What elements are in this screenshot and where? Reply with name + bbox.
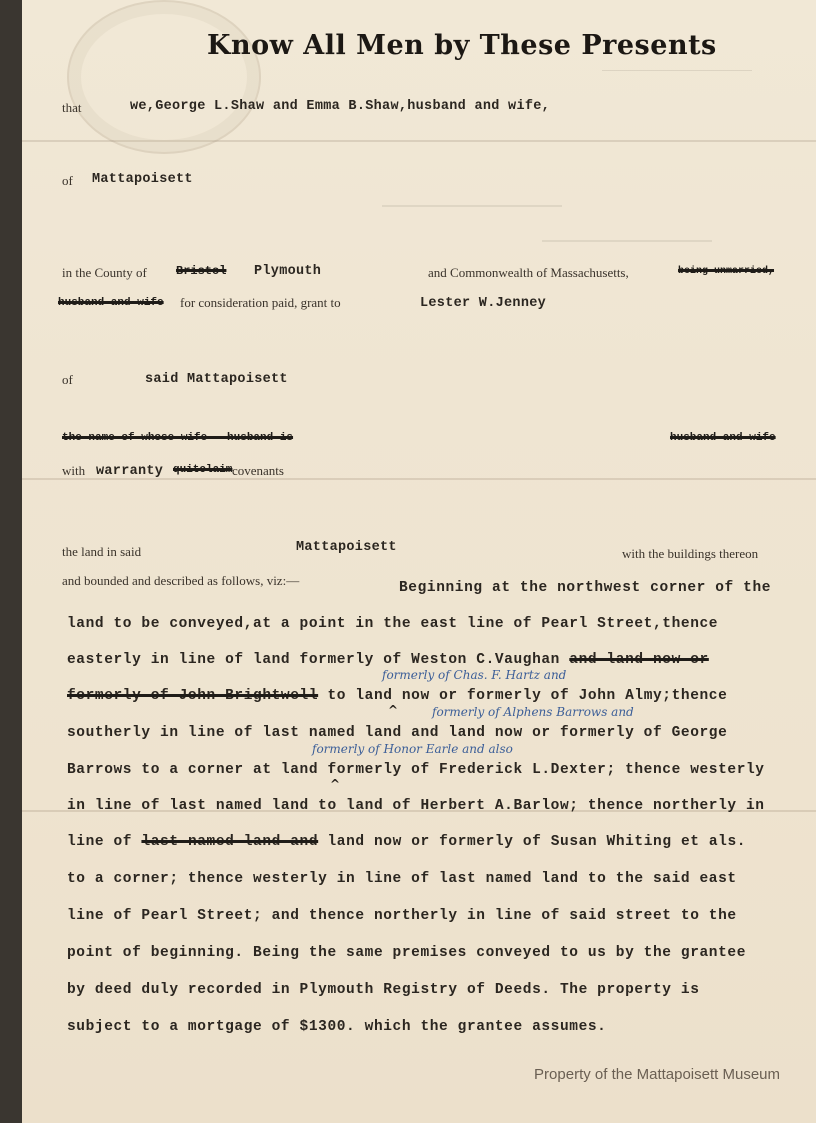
grantee-name: Lester W.Jenney bbox=[420, 296, 547, 311]
bounded-described: and bounded and described as follows, viz:— bbox=[62, 573, 300, 588]
grantee-town: said Mattapoisett bbox=[145, 372, 288, 387]
covenants-suffix: covenants bbox=[232, 463, 284, 478]
description-start: Beginning at the northwest corner of the bbox=[399, 580, 772, 596]
handwritten-insertion: formerly of Honor Earle and also bbox=[312, 742, 513, 756]
grantors-prefix: that bbox=[62, 100, 82, 115]
description-line: southerly in line of last named land and land now or formerly of George bbox=[67, 725, 728, 741]
commonwealth: and Commonwealth of Massachusetts, bbox=[428, 265, 629, 280]
covenants-warranty: warranty bbox=[96, 464, 164, 479]
description-line: line of Pearl Street; and thence northerly in line of said street to the bbox=[67, 908, 737, 924]
description-line: easterly in line of land formerly of Weston C.Vaughan and land now or bbox=[67, 652, 709, 668]
handwritten-insertion: formerly of Chas. F. Hartz and bbox=[382, 668, 567, 682]
bleed-through-mark bbox=[602, 70, 752, 131]
description-line: by deed duly recorded in Plymouth Registry of Deeds. The property is bbox=[67, 982, 700, 998]
struck-whose-wife-line: the name of whose wife - husband is bbox=[62, 432, 294, 444]
bleed-through-mark bbox=[542, 240, 712, 242]
insertion-caret-icon: ^ bbox=[330, 777, 341, 791]
description-line: land to be conveyed,at a point in the east line of Pearl Street,thence bbox=[67, 616, 719, 632]
document-heading: Know All Men by These Presents bbox=[207, 30, 717, 61]
land-town: Mattapoisett bbox=[296, 540, 397, 555]
description-line: formerly of John Brightwell to land now or formerly of John Almy;thence bbox=[67, 688, 728, 704]
struck-county: Bristol bbox=[176, 264, 227, 278]
description-line: line of last named land and land now or formerly of Susan Whiting et als. bbox=[67, 834, 747, 850]
grantors-names: we,George L.Shaw and Emma B.Shaw,husband and wife, bbox=[130, 99, 551, 114]
museum-watermark: Property of the Mattapoisett Museum bbox=[534, 1066, 780, 1083]
grantor-town: Mattapoisett bbox=[92, 172, 193, 187]
struck-husband-wife: husband and wife bbox=[58, 297, 164, 309]
bleed-through-mark bbox=[382, 205, 562, 207]
description-line: point of beginning. Being the same premises conveyed to us by the grantee bbox=[67, 945, 747, 961]
county-name: Plymouth bbox=[254, 264, 322, 279]
description-line: Barrows to a corner at land formerly of Frederick L.Dexter; thence westerly bbox=[67, 762, 765, 778]
land-suffix: with the buildings thereon bbox=[622, 546, 759, 561]
struck-husband-and-wife: husband and wife bbox=[670, 432, 776, 444]
consideration-text: for consideration paid, grant to bbox=[180, 295, 341, 310]
land-prefix: the land in said bbox=[62, 544, 142, 559]
struck-quitclaim: quitclaim bbox=[173, 464, 233, 476]
embossed-seal-icon bbox=[67, 0, 261, 154]
deed-document bbox=[22, 0, 816, 1123]
description-line: to a corner; thence westerly in line of last named land to the said east bbox=[67, 871, 737, 887]
struck-unmarried: being unmarried, bbox=[678, 266, 775, 277]
handwritten-insertion: formerly of Alphens Barrows and bbox=[432, 705, 634, 719]
grantee-town-prefix: of bbox=[62, 372, 73, 387]
description-line: subject to a mortgage of $1300. which the grantee assumes. bbox=[67, 1019, 607, 1035]
county-prefix: in the County of bbox=[62, 265, 147, 280]
grantor-town-prefix: of bbox=[62, 173, 73, 188]
description-line: in line of last named land to land of Herbert A.Barlow; thence northerly in bbox=[67, 798, 765, 814]
insertion-caret-icon: ^ bbox=[388, 703, 399, 717]
covenants-prefix: with bbox=[62, 463, 86, 478]
